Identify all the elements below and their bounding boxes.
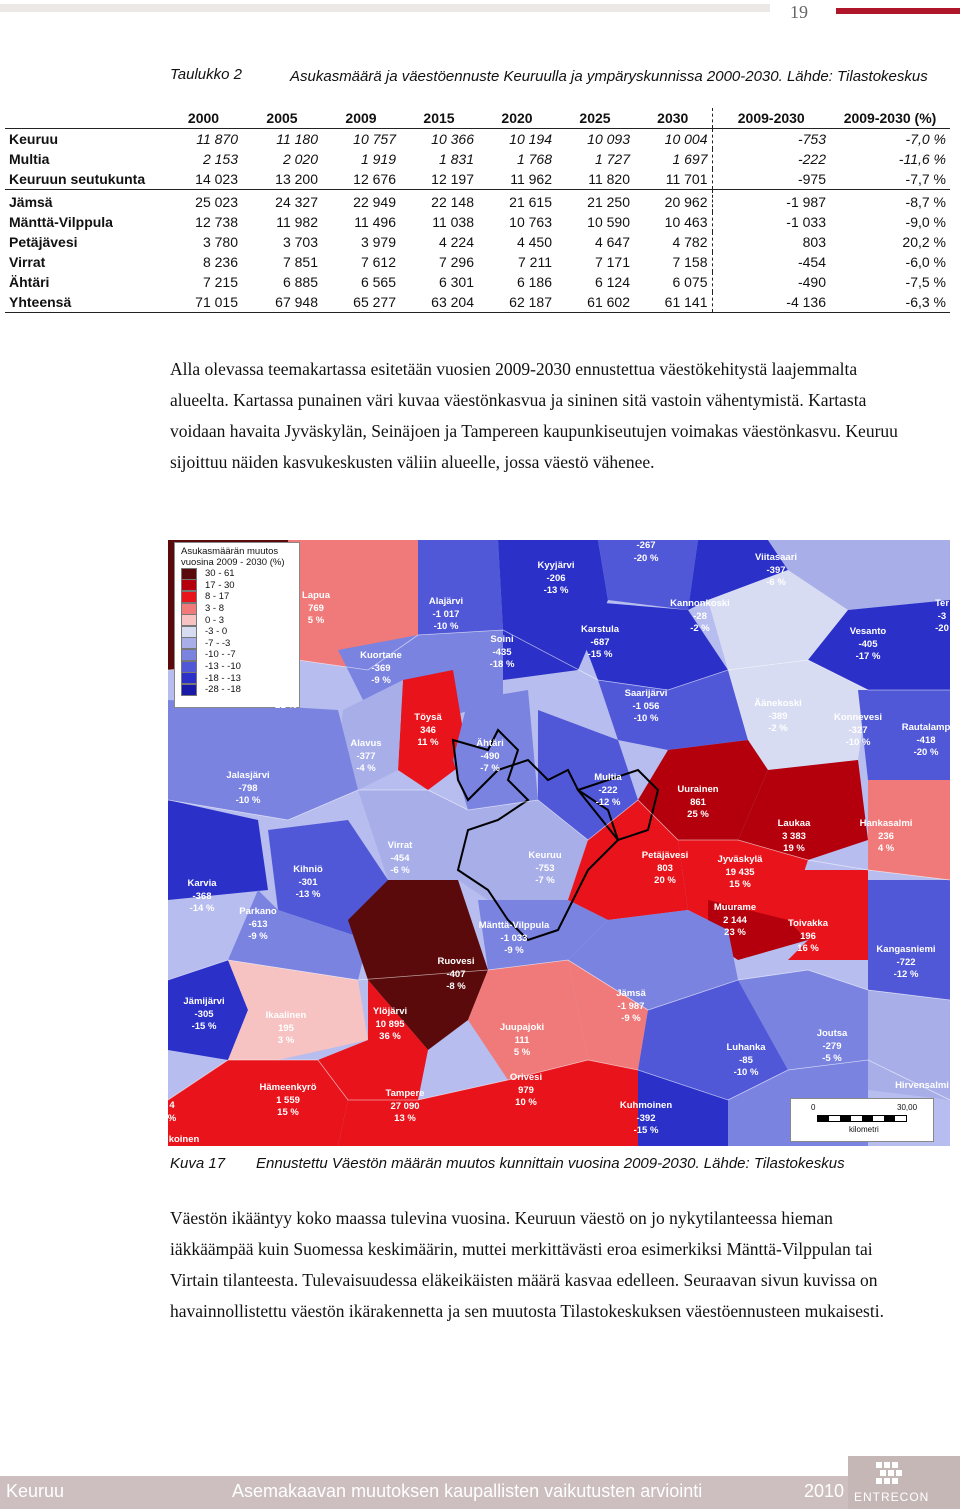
cell: 22 148 (431, 194, 474, 210)
footer-left-text: Keuruu (6, 1481, 65, 1501)
legend-item (175, 649, 299, 661)
legend-swatch (181, 568, 197, 580)
cell: -490 (797, 274, 826, 290)
map-label-hankasalmi: Hankasalmi 236 4 % (859, 818, 913, 854)
row-name: Keuruu (9, 131, 58, 147)
map-label-vesanto: Vesanto -405 -17 % (849, 626, 887, 662)
cell: 12 676 (322, 169, 400, 190)
figure-caption-label: Kuva 17 (170, 1155, 226, 1172)
legend-label: -18 - -13 (205, 672, 241, 684)
legend-swatch (181, 661, 197, 673)
map-label-karvia: Karvia -368 -14 % (187, 878, 217, 914)
page-number: 19 (790, 2, 808, 22)
cell: 20 962 (634, 190, 712, 213)
row-name: Keuruun seutukunta (5, 169, 165, 190)
cell: 67 948 (242, 292, 322, 313)
cell: 10 093 (587, 131, 630, 147)
cell: -222 (797, 151, 826, 167)
cell: 10 463 (634, 212, 712, 232)
cell: 7 612 (360, 254, 396, 270)
cell: 21 250 (587, 194, 630, 210)
entrecon-logo (848, 1456, 960, 1509)
legend-label: -10 - -7 (205, 649, 236, 661)
cell: 1 919 (360, 151, 396, 167)
cell: 3 780 (202, 234, 238, 250)
map-label-muurame: Muurame 2 144 23 % (713, 902, 757, 938)
header-cell: 2009-2030 (%) (830, 108, 950, 129)
legend-item (175, 580, 299, 592)
map-label-jalasjarvi: Jalasjärvi -798 -10 % (226, 770, 270, 806)
legend-label: 8 - 17 (205, 591, 230, 603)
legend-item (175, 638, 299, 650)
row-name: Yhteensä (5, 292, 165, 313)
legend-title: Asukasmäärän muutos vuosina 2009 - 2030 (%) (181, 546, 285, 568)
map-label-kuhmoinen: Kuhmoinen -392 -15 % (619, 1100, 673, 1136)
cell: 2 020 (282, 151, 318, 167)
map-label-luhanka: Luhanka -85 -10 % (726, 1042, 766, 1078)
map-label-konnevesi: Konnevesi -327 -10 % (833, 712, 883, 748)
map-label-laukaa: Laukaa 3 383 19 % (777, 818, 811, 854)
cell: 71 015 (165, 292, 242, 313)
map-label-edge: Ter -3 -20 (934, 598, 950, 634)
legend-item (175, 614, 299, 626)
cell: 7 851 (282, 254, 318, 270)
cell: 803 (802, 234, 826, 250)
legend-label: -28 - -18 (205, 684, 241, 696)
table-row (5, 232, 950, 252)
map-label-kihnio: Kihniö -301 -13 % (293, 864, 323, 900)
cell: 4 647 (594, 234, 630, 250)
figure-caption-text: Ennustettu Väestön määrän muutos kunnittain vuosina 2009-2030. Lähde: Tilastokeskus (256, 1155, 845, 1172)
legend-item (175, 672, 299, 684)
map-label-aanekoski: Äänekoski -389 -2 % (754, 698, 802, 734)
map-label-ikaalinen: Ikaalinen 195 3 % (265, 1010, 307, 1046)
cell: 11 038 (432, 214, 474, 230)
header-cell: 2005 (242, 108, 322, 129)
cell: 13 200 (242, 169, 322, 190)
map-label-kangasniemi: Kangasniemi -722 -12 % (876, 944, 936, 980)
cell: -7,7 % (830, 169, 950, 190)
map-label-kuortane: Kuortane -369 -9 % (360, 650, 402, 686)
cell: -975 (712, 169, 830, 190)
thematic-map (168, 540, 950, 1146)
cell: 21 615 (509, 194, 552, 210)
map-label-jyvaskyla: Jyväskylä 19 435 15 % (717, 854, 763, 890)
cell: 6 186 (516, 274, 552, 290)
legend-item (175, 568, 299, 580)
map-label-kannonkoski: Kannonkoski -28 -2 % (670, 598, 730, 634)
cell: 1 768 (516, 151, 552, 167)
map-label-mantta-vilppula: Mänttä-Vilppula -1 033 -9 % (478, 920, 550, 956)
header-cell: 2000 (165, 108, 242, 129)
legend-swatch (181, 684, 197, 696)
map-label-joutsa: Joutsa -279 -5 % (816, 1028, 848, 1064)
table-row-subtotal (5, 169, 950, 190)
footer-year: 2010 (804, 1481, 845, 1501)
cell: 61 602 (556, 292, 634, 313)
map-label-ruovesi: Ruovesi -407 -8 % (437, 956, 475, 992)
cell: 6 124 (594, 274, 630, 290)
table-row (5, 252, 950, 272)
header-cell: 2025 (556, 108, 634, 129)
header-cell: 2009-2030 (712, 108, 830, 129)
legend-swatch (181, 672, 197, 684)
legend-label: -3 - 0 (205, 626, 228, 638)
cell: 11 180 (276, 131, 318, 147)
map-label-toivakka: Toivakka 196 16 % (788, 918, 828, 954)
cell: 10 757 (353, 131, 396, 147)
legend-swatch (181, 591, 197, 603)
map-label-lapua: Lapua 769 5 % (302, 590, 330, 626)
cell: -753 (797, 131, 826, 147)
cell: 1 727 (594, 151, 630, 167)
cell: 14 023 (165, 169, 242, 190)
scale-bar (790, 1098, 934, 1142)
map-label-jamsa: Jämsä -1 987 -9 % (616, 988, 646, 1024)
intro-paragraph: Alla olevassa teemakartassa esitetään vuosien 2009-2030 ennustettua väestökehitystä laajemmalta alueelta. Kartassa punainen väri kuvaa väestönkasvua ja sininen sitä vastoin vähentymistä. Kartasta voidaan havaita Jyväskylän, Seinäjoen ja Tampereen kaupunkiseutujen voimakas väestönkasvu. Keuruu sijoittuu näiden kasvukeskusten väliin alueelle, jossa väestö vähenee. (170, 359, 898, 472)
legend-swatch (181, 649, 197, 661)
cell: 11 982 (276, 214, 318, 230)
cell: 7 171 (594, 254, 630, 270)
scale-right-label: 30,00 (897, 1103, 918, 1112)
cell: 10 366 (431, 131, 474, 147)
legend-label: -7 - -3 (205, 637, 231, 649)
body-paragraph: Väestön ikääntyy koko maassa tulevina vuosina. Keuruun väestö on jo nykytilanteessa hieman iäkkäämpää kuin Suomessa keskimäärin, muttei merkittävästi eroa esimerkiksi Mänttä-Vilppulan tai Virtain tilanteesta. Tulevaisuudessa eläkeikäisten määrä kasvaa edelleen. Seuraavan sivun kuvissa on havainnollistettu väestön ikärakennetta ja sen muutosta Tilastokeskuksen väestöennusteen mukaisesti. (170, 1208, 884, 1321)
cell: 6 565 (360, 274, 396, 290)
cell: 11 496 (354, 214, 396, 230)
cell: 10 590 (587, 214, 630, 230)
footer-bar (0, 1476, 960, 1509)
table-header-row (5, 108, 950, 129)
cell: 25 023 (195, 194, 238, 210)
map-label-juupajoki: Juupajoki 111 5 % (499, 1022, 545, 1058)
cell: 61 141 (634, 292, 712, 313)
legend-item (175, 661, 299, 673)
map-label-soini: Soini -435 -18 % (489, 634, 515, 670)
cell: 11 962 (478, 169, 556, 190)
cell: -454 (797, 254, 826, 270)
cell: -6,3 % (830, 292, 950, 313)
cell: -9,0 % (905, 214, 946, 230)
cell: 62 187 (478, 292, 556, 313)
map-label-edge: koinen (168, 1134, 200, 1145)
legend-label: 3 - 8 (205, 603, 225, 615)
legend-label: 17 - 30 (205, 579, 235, 591)
row-name: Jämsä (9, 194, 53, 210)
table-row (5, 212, 950, 232)
cell: -11,6 % (898, 151, 946, 167)
legend-item (175, 684, 299, 696)
scale-bar-graphic (817, 1115, 907, 1122)
legend-swatch (181, 637, 197, 649)
cell: 8 236 (202, 254, 238, 270)
map-label-petajavesi: Petäjävesi 803 20 % (641, 850, 689, 886)
cell: 1 697 (634, 149, 712, 169)
table-row (5, 149, 950, 169)
row-name: Multia (9, 151, 50, 167)
legend-swatch (181, 626, 197, 638)
cell: 6 885 (282, 274, 318, 290)
row-name: Petäjävesi (9, 234, 78, 250)
cell: 63 204 (400, 292, 478, 313)
map-label-keuruu: Keuruu -753 -7 % (528, 850, 562, 886)
map-label-edge: 4 % (168, 1100, 177, 1124)
map-label-unnamed-top: -267 -20 % (633, 540, 659, 564)
header-bar (0, 4, 770, 12)
map-label-saarijarvi: Saarijärvi -1 056 -10 % (624, 688, 668, 724)
legend-item (175, 591, 299, 603)
cell: 2 153 (202, 151, 238, 167)
map-label-hameenkyro: Hämeenkyrö 1 559 15 % (259, 1082, 317, 1118)
cell: 22 949 (353, 194, 396, 210)
cell: -6,0 % (905, 254, 946, 270)
cell: 10 763 (509, 214, 552, 230)
cell: 11 870 (196, 131, 238, 147)
cell: 6 301 (438, 274, 474, 290)
cell: 65 277 (322, 292, 400, 313)
cell: 1 831 (438, 151, 474, 167)
logo-text: ENTRECON (854, 1490, 930, 1504)
legend-label: -13 - -10 (205, 661, 241, 673)
table-row-total (5, 292, 950, 313)
cell: 7 296 (438, 254, 474, 270)
table-caption-text: Asukasmäärä ja väestöennuste Keuruulla ja ympäryskunnissa 2000-2030. Lähde: Tilastokeskus (290, 68, 928, 85)
cell: 10 004 (634, 129, 712, 150)
population-table (5, 108, 950, 313)
map-label-kyyjarvi: Kyyjärvi -206 -13 % (537, 560, 575, 596)
map-label-edge: 21 % (275, 700, 297, 711)
legend-swatch (181, 614, 197, 626)
logo-grid-icon (876, 1462, 906, 1488)
cell: 6 075 (634, 272, 712, 292)
cell: -1 033 (786, 214, 826, 230)
map-label-uurainen: Uurainen 861 25 % (677, 784, 719, 820)
row-name: Ähtäri (9, 274, 50, 290)
cell: 7 211 (518, 254, 552, 270)
cell: 4 450 (516, 234, 552, 250)
cell: 4 782 (634, 232, 712, 252)
cell: 3 979 (360, 234, 396, 250)
cell: 7 158 (634, 252, 712, 272)
legend-label: 30 - 61 (205, 568, 235, 580)
map-label-ahtari: Ähtäri -490 -7 % (476, 738, 504, 774)
header-cell: 2009 (322, 108, 400, 129)
cell: 11 701 (634, 169, 712, 190)
map-label-rautalampi: Rautalamp -418 -20 % (901, 722, 950, 758)
map-legend (174, 542, 300, 708)
header-cell: 2015 (400, 108, 478, 129)
map-label-parkano: Parkano -613 -9 % (239, 906, 277, 942)
row-name: Mänttä-Vilppula (9, 214, 113, 230)
cell: -8,7 % (905, 194, 946, 210)
footer-title: Asemakaavan muutoksen kaupallisten vaikutusten arviointi (232, 1481, 703, 1501)
legend-label: 0 - 3 (205, 614, 225, 626)
cell: 20,2 % (902, 234, 946, 250)
cell: 10 194 (509, 131, 552, 147)
header-cell: 2030 (634, 108, 712, 129)
legend-swatch (181, 603, 197, 615)
scale-unit: kilometri (849, 1125, 879, 1134)
map-label-karstula: Karstula -687 -15 % (580, 624, 620, 660)
map-label-tampere: Tampere 27 090 13 % (385, 1088, 425, 1124)
header-cell (5, 108, 165, 129)
cell: 3 703 (282, 234, 318, 250)
table-caption-label: Taulukko 2 (170, 66, 242, 83)
cell: -1 987 (786, 194, 826, 210)
map-label-toysa: Töysä 346 11 % (414, 712, 442, 748)
cell: 12 197 (400, 169, 478, 190)
cell: 11 820 (556, 169, 634, 190)
legend-item (175, 626, 299, 638)
row-name: Virrat (9, 254, 46, 270)
map-label-viitasaari: Viitasaari -397 -6 % (754, 552, 798, 588)
map-label-multia: Multia -222 -12 % (594, 772, 622, 808)
cell: -7,5 % (905, 274, 946, 290)
cell: -4 136 (712, 292, 830, 313)
cell: 7 215 (202, 274, 238, 290)
table-row (5, 272, 950, 292)
cell: -7,0 % (905, 131, 946, 147)
legend-item (175, 603, 299, 615)
map-label-alavus: Alavus -377 -4 % (350, 738, 382, 774)
header-accent-bar (836, 8, 960, 14)
header-cell: 2020 (478, 108, 556, 129)
map-label-alajarvi: Alajärvi -1 017 -10 % (428, 596, 464, 632)
cell: 4 224 (438, 234, 474, 250)
table-row (5, 190, 950, 213)
map-label-ylojarvi: Ylöjärvi 10 895 36 % (372, 1006, 408, 1042)
scale-left-label: 0 (811, 1103, 816, 1112)
table-row (5, 129, 950, 150)
map-label-virrat: Virrat -454 -6 % (387, 840, 413, 876)
map-label-orivesi: Orivesi 979 10 % (509, 1072, 543, 1108)
map-label-jamijarvi: Jämijärvi -305 -15 % (183, 996, 225, 1032)
cell: 24 327 (275, 194, 318, 210)
cell: 12 738 (195, 214, 238, 230)
map-label-hirvensalmi: Hirvensalmi (895, 1080, 949, 1091)
legend-swatch (181, 579, 197, 591)
